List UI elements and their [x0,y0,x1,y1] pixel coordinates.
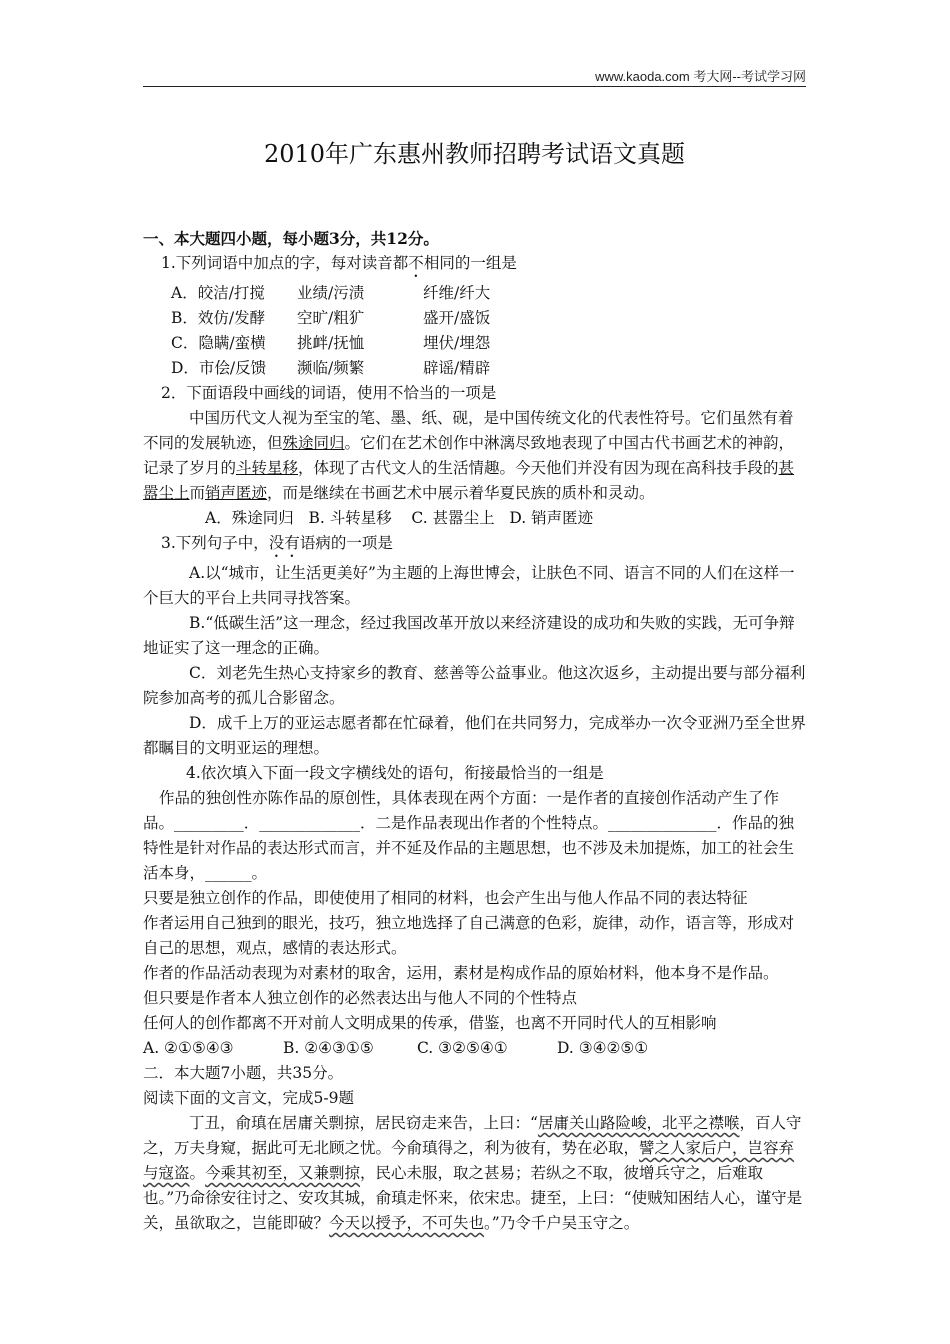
q1-stem-text: 1.下列词语中加点的字，每对读音都 [161,254,409,272]
q4-answers [143,1036,806,1061]
q1-stem-emphasis: 不 [408,254,424,272]
q4-answer-d: D. ③④②⑤① [557,1039,649,1057]
q1-option-b [143,306,806,331]
passage-text-5: 。”乃令千户吴玉守之。 [484,1214,640,1232]
passage-text-4: ，民心未服，取之甚易；若纵之不取，彼增兵守之，后难取也。”乃命徐安往讨之、安攻其城，俞瑱走怀来，依宋忠。捷至，上曰：“使贼知困结人心，谨守是关，虽欲取之，岂能即破？ [143,1164,803,1232]
q1-option-c [143,331,806,356]
q3-stem-text-end: 语病的一项是 [299,534,393,552]
q2-text-3: ，体现了古代文人的生活情趣。今天他们并没有因为现在高科技手段的 [298,459,779,477]
q1-c-pair-3: 埋伏/埋怨 [423,334,491,352]
q4-answer-b: B. ②④③①⑤ [283,1039,374,1057]
passage-wavy-4: 今天以授予，不可失也 [329,1214,485,1232]
q2-text-2: 。它们在艺术创作中淋漓尽致地表现了中国古代书画艺术的神韵，记录了岁月的 [143,434,795,477]
q2-underlined-3: 甚嚣尘上 [143,459,795,502]
q1-a-pair-1: A．皎洁/打搅 [171,284,265,302]
q4-answer-a: A. ②①⑤④③ [143,1039,234,1057]
q1-c-pair-1: C．隐瞒/蛮横 [171,334,266,352]
q2-underlined-4: 销声匿迹 [205,484,268,502]
q3-stem-text: 3.下列句子中， [161,534,269,552]
q2-options: A．殊途同归 B. 斗转星移 C. 甚嚣尘上 D. 销声匿迹 [205,509,594,527]
q4-sentence-3: 作者的作品活动表现为对素材的取舍，运用，素材是构成作品的原始材料，他本身不是作品。 [143,964,779,982]
q1-stem-text-end: 相同的一组是 [423,254,517,272]
q3-option-b: B.“低碳生活”这一理念，经过我国改革开放以来经济建设的成功和失败的实践，无可争辩地证实了这一理念的正确。 [143,614,795,657]
q1-d-pair-1: D．市侩/反馈 [171,359,267,377]
q3-option-c: C．刘老先生热心支持家乡的教育、慈善等公益事业。他这次返乡，主动提出要与部分福利院参加高考的孤儿合影留念。 [143,664,806,707]
q2-underlined-1: 殊途同归 [282,434,345,452]
q2-underlined-2: 斗转星移 [236,459,299,477]
q4-passage: 作品的独创性亦陈作品的原创性，具体表现在两个方面：一是作者的直接创作活动产生了作品。_________．_____________．二是作品表现出作者的个性特点。______________．作品的独特性是针对作品的表达形式而言，并不延及作品的主题思想，也不涉及未加提炼，加工的社会生活本身，______。 [143,789,795,882]
classical-passage [143,1111,806,1236]
passage-text-3: 。 [189,1164,206,1182]
q4-sentence-4: 但只要是作者本人独立创作的必然表达出与他人不同的个性特点 [143,989,578,1007]
q1-option-a [143,281,806,306]
q1-d-pair-3: 辟谣/精辟 [423,359,491,377]
passage-wavy-1: 居庸关山路险峻，北平之襟喉 [537,1114,740,1132]
q2-passage [143,406,806,506]
q2-text-5: ，而是继续在书画艺术中展示着华夏民族的质朴和灵动。 [267,484,655,502]
question-1-stem [143,251,806,281]
q2-text-1: 中国历代文人视为至宝的笔、墨、纸、砚，是中国传统文化的代表性符号。它们虽然有着不同的发展轨迹，但 [143,409,794,452]
q1-option-d [143,356,806,381]
reading-intro: 阅读下面的文言文，完成5-9题 [143,1089,354,1107]
question-4-stem: 4.依次填入下面一段文字横线处的语句，衔接最恰当的一组是 [186,764,604,782]
passage-text-2: ，百人守之，万夫身窥，据此可无北顾之忧。今俞瑱得之，利为彼有，势在必取， [143,1114,802,1157]
passage-text-1: 丁丑，俞瑱在居庸关剽掠，居民窃走来告，上曰：“ [189,1114,538,1132]
document-body [143,226,806,1236]
q1-a-pair-2: 业绩/污渍 [297,284,365,302]
q4-sentence-2: 作者运用自己独到的眼光，技巧，独立地选择了自己满意的色彩，旋律，动作，语言等，形成对自己的思想，观点，感情的表达形式。 [143,914,795,957]
q2-text-4: 而 [189,484,206,502]
q3-option-d: D．成千上万的亚运志愿者都在忙碌着，他们在共同努力，完成举办一次令亚洲乃至全世界都瞩目的文明亚运的理想。 [143,714,806,757]
q4-answer-c: C. ③②⑤④① [417,1039,508,1057]
q1-d-pair-2: 濒临/频繁 [297,359,365,377]
section-1-heading: 一、本大题四小题，每小题3分，共12分。 [143,229,439,248]
q1-b-pair-2: 空旷/粗犷 [297,309,365,327]
site-header: www.kaoda.com 考大网--考试学习网 [595,69,806,84]
q3-option-a: A.以“城市，让生活更美好”为主题的上海世博会，让肤色不同、语言不同的人们在这样一个巨大的平台上共同寻找答案。 [143,564,795,607]
passage-wavy-3: 今乘其初至，又兼剽掠 [205,1164,361,1182]
section-2-heading: 二．本大题7小题，共35分。 [143,1064,344,1082]
q3-stem-emphasis: 没有 [268,534,300,552]
q1-b-pair-1: B．效仿/发酵 [171,309,266,327]
q1-a-pair-3: 纤维/纤大 [423,284,491,302]
header-rule [143,86,806,87]
page-title: 2010年广东惠州教师招聘考试语文真题 [263,140,686,168]
q4-sentence-5: 任何人的创作都离不开对前人文明成果的传承，借鉴，也离不开同时代人的互相影响 [143,1014,717,1032]
passage-wavy-2: 譬之人家后户，岂容弃与寇盗 [143,1139,795,1182]
q1-b-pair-3: 盛开/盛饭 [423,309,491,327]
question-3-stem [143,531,806,561]
q1-c-pair-2: 挑衅/抚恤 [297,334,365,352]
question-2-stem: 2．下面语段中画线的词语，使用不恰当的一项是 [161,384,497,402]
q4-sentence-1: 只要是独立创作的作品，即使使用了相同的材料，也会产生出与他人作品不同的表达特征 [143,889,748,907]
